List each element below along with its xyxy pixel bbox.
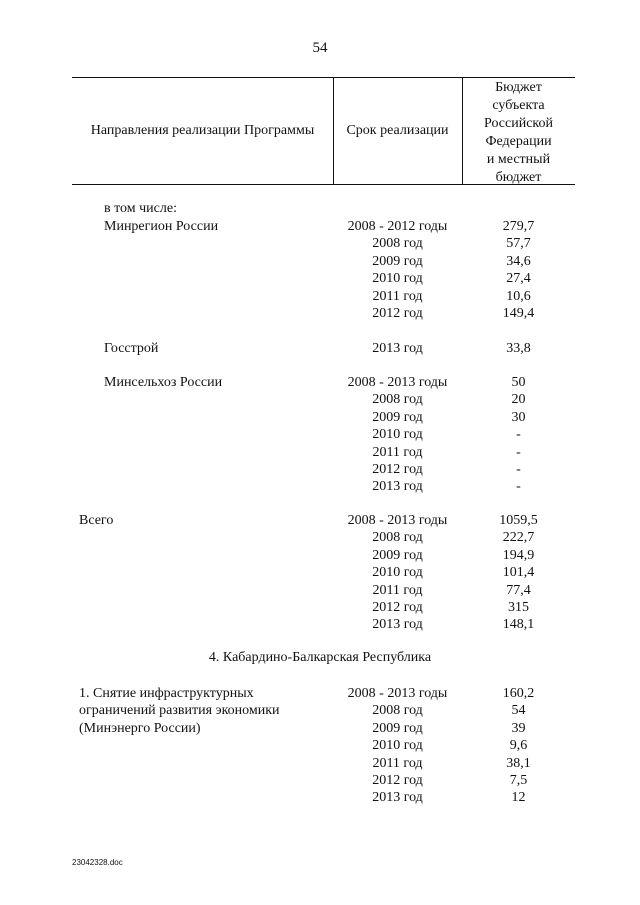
row-value: 160,2 (502, 686, 535, 701)
row-value: 27,4 (506, 271, 531, 287)
section-heading: 4. Кабардино-Балкарская Республика (208, 650, 432, 665)
row-term: 2010 год (372, 738, 423, 754)
row-name: Минрегион России (104, 219, 219, 234)
table-row (0, 755, 640, 772)
header-budget-line: и местный (486, 152, 551, 167)
row-term: 2010 год (372, 427, 423, 443)
row-value: 38,1 (506, 755, 531, 771)
row-value: 279,7 (502, 219, 535, 234)
header-budget (462, 79, 575, 187)
row-value: 222,7 (502, 530, 535, 546)
row-term: 2013 год (372, 341, 423, 356)
row-term: 2008 - 2013 годы (347, 686, 448, 701)
row-term: 2010 год (372, 271, 423, 287)
table-row (0, 702, 640, 719)
row-term: 2009 год (372, 253, 423, 269)
row-name: Минсельхоз России (104, 375, 223, 390)
header-term: Срок реализации (346, 123, 449, 138)
table-row (0, 391, 640, 408)
table-row (0, 737, 640, 754)
row-term: 2008 год (372, 530, 423, 546)
row-term: 2011 год (372, 444, 423, 460)
table-row (0, 685, 640, 702)
table-row (0, 772, 640, 789)
row-value: 7,5 (509, 773, 528, 788)
row-term: 2008 год (372, 703, 423, 719)
table-row (0, 288, 640, 305)
document-filename: 23042328.doc (72, 858, 123, 867)
row-value: 39 (511, 720, 526, 736)
table-row (0, 444, 640, 461)
row-name: Всего (79, 513, 114, 528)
row-term: 2012 год (372, 462, 423, 477)
header-budget-line: Бюджет (495, 80, 542, 95)
row-value: 57,7 (506, 236, 531, 252)
row-name: Госстрой (104, 341, 159, 356)
table-row (0, 461, 640, 478)
row-value: 12 (511, 790, 526, 806)
row-term: 2013 год (372, 790, 423, 806)
row-term: 2008 - 2012 годы (347, 219, 448, 234)
row-value: 34,6 (506, 253, 531, 269)
header-directions: Направления реализации Программы (90, 123, 315, 138)
table-row (0, 599, 640, 616)
row-value: 54 (511, 703, 526, 719)
row-name: ограничений развития экономики (79, 703, 280, 719)
table-row (0, 789, 640, 806)
header-budget-line: Российской (484, 116, 553, 131)
row-term: 2011 год (372, 582, 423, 598)
row-name: (Минэнерго России) (79, 720, 201, 736)
table-row (0, 529, 640, 546)
row-term: 2009 год (372, 547, 423, 563)
table-row (0, 374, 640, 391)
row-value: 149,4 (502, 306, 535, 321)
row-value: - (516, 427, 521, 443)
table-row (0, 270, 640, 287)
table-row (0, 512, 640, 529)
header-budget-line: субъекта (492, 98, 545, 113)
row-term: 2011 год (372, 288, 423, 304)
row-term: 2008 - 2013 годы (347, 513, 448, 528)
table-row (0, 564, 640, 581)
row-term: 2012 год (372, 600, 423, 615)
table-row (0, 340, 640, 357)
table-row (0, 426, 640, 443)
row-term: 2008 - 2013 годы (347, 375, 448, 390)
page-number: 54 (312, 40, 328, 56)
row-name: в том числе: (104, 201, 177, 216)
row-value: - (516, 479, 521, 495)
row-value: 101,4 (502, 565, 535, 581)
table-row (0, 200, 640, 217)
row-value: 10,6 (506, 288, 531, 304)
row-value: - (516, 444, 521, 460)
row-term: 2012 год (372, 773, 423, 788)
row-term: 2008 год (372, 392, 423, 408)
row-value: 50 (511, 375, 526, 390)
row-term: 2009 год (372, 720, 423, 736)
row-value: 315 (508, 600, 529, 615)
header-budget-line: Федерации (485, 134, 552, 149)
table-top-rule (72, 77, 575, 78)
table-row (0, 218, 640, 235)
row-name: 1. Снятие инфраструктурных (79, 686, 254, 701)
row-value: 30 (511, 409, 526, 425)
row-term: 2012 год (372, 306, 423, 321)
row-term: 2013 год (372, 617, 423, 633)
row-value: 148,1 (502, 617, 535, 633)
table-row (0, 478, 640, 495)
row-value: 33,8 (506, 341, 531, 356)
row-term: 2010 год (372, 565, 423, 581)
row-term: 2008 год (372, 236, 423, 252)
row-value: 20 (511, 392, 526, 408)
table-row (0, 547, 640, 564)
row-value: 194,9 (502, 547, 535, 563)
table-row (0, 720, 640, 737)
row-value: 77,4 (506, 582, 531, 598)
table-row (0, 235, 640, 252)
table-row (0, 409, 640, 426)
row-term: 2011 год (372, 755, 423, 771)
row-value: 1059,5 (499, 513, 538, 528)
header-budget-line: бюджет (495, 170, 542, 185)
row-term: 2009 год (372, 409, 423, 425)
row-term: 2013 год (372, 479, 423, 495)
table-row (0, 305, 640, 322)
row-value: - (516, 462, 521, 477)
table-row (0, 253, 640, 270)
row-value: 9,6 (509, 738, 528, 754)
table-row (0, 582, 640, 599)
table-row (0, 616, 640, 633)
